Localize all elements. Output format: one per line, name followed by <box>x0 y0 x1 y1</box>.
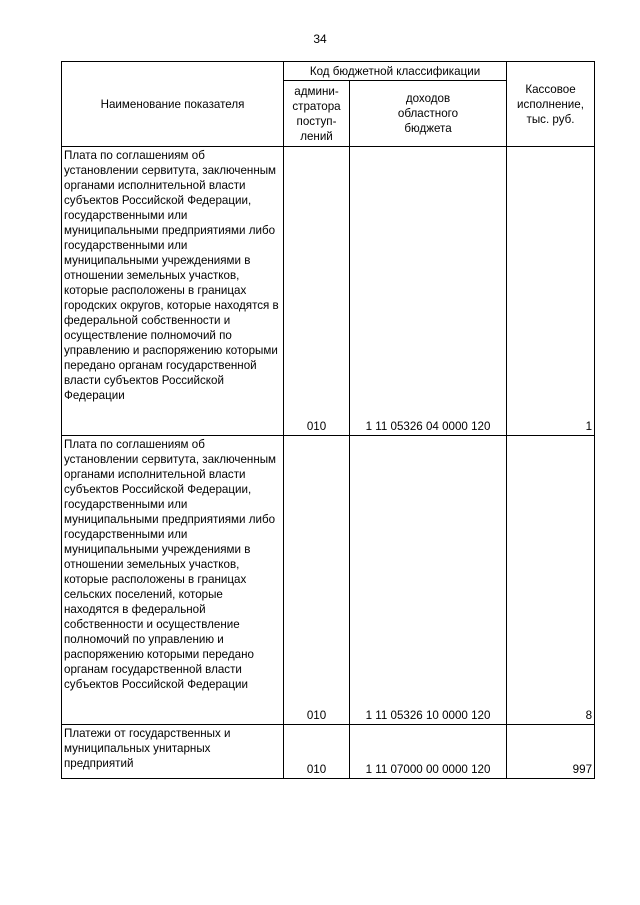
row-name: Плата по соглашениям об установлении сервитута, заключенным органами исполнительной власти субъектов Российской Федерации, государственными или муниципальными предприятиями либо государственными или муниципальными учреждениями в отношении земельных участков, которые расположены в границах сельских поселений, которые находятся в федеральной собственности и осуществление полномочий по управлению и распоряжению которыми передано органам государственной власти субъектов Российской Федерации <box>62 436 284 725</box>
budget-table <box>61 61 595 779</box>
header-income: доходов областного бюджета <box>350 81 507 147</box>
row-income-code: 1 11 05326 04 0000 120 <box>350 147 507 436</box>
row-amount: 8 <box>507 436 595 725</box>
header-row <box>62 62 595 81</box>
table-row <box>62 725 595 779</box>
row-admin-code: 010 <box>284 725 350 779</box>
row-name: Платежи от государственных и муниципальных унитарных предприятий <box>62 725 284 779</box>
row-admin-code: 010 <box>284 147 350 436</box>
header-name: Наименование показателя <box>62 62 284 147</box>
table-row <box>62 147 595 436</box>
row-admin-code: 010 <box>284 436 350 725</box>
row-amount: 1 <box>507 147 595 436</box>
header-code-group: Код бюджетной классификации <box>284 62 507 81</box>
row-amount: 997 <box>507 725 595 779</box>
row-income-code: 1 11 07000 00 0000 120 <box>350 725 507 779</box>
row-income-code: 1 11 05326 10 0000 120 <box>350 436 507 725</box>
header-admin: админи- стратора поступ- лений <box>284 81 350 147</box>
header-amount: Кассовое исполнение, тыс. руб. <box>507 62 595 147</box>
page-number: 34 <box>313 32 327 46</box>
table-row <box>62 436 595 725</box>
row-name: Плата по соглашениям об установлении сервитута, заключенным органами исполнительной власти субъектов Российской Федерации, государственными или муниципальными предприятиями либо государственными или муниципальными учреждениями в отношении земельных участков, которые расположены в границах городских округов, которые находятся в федеральной собственности и осуществление полномочий по управлению и распоряжению которыми передано органам государственной власти субъектов Российской Федерации <box>62 147 284 436</box>
